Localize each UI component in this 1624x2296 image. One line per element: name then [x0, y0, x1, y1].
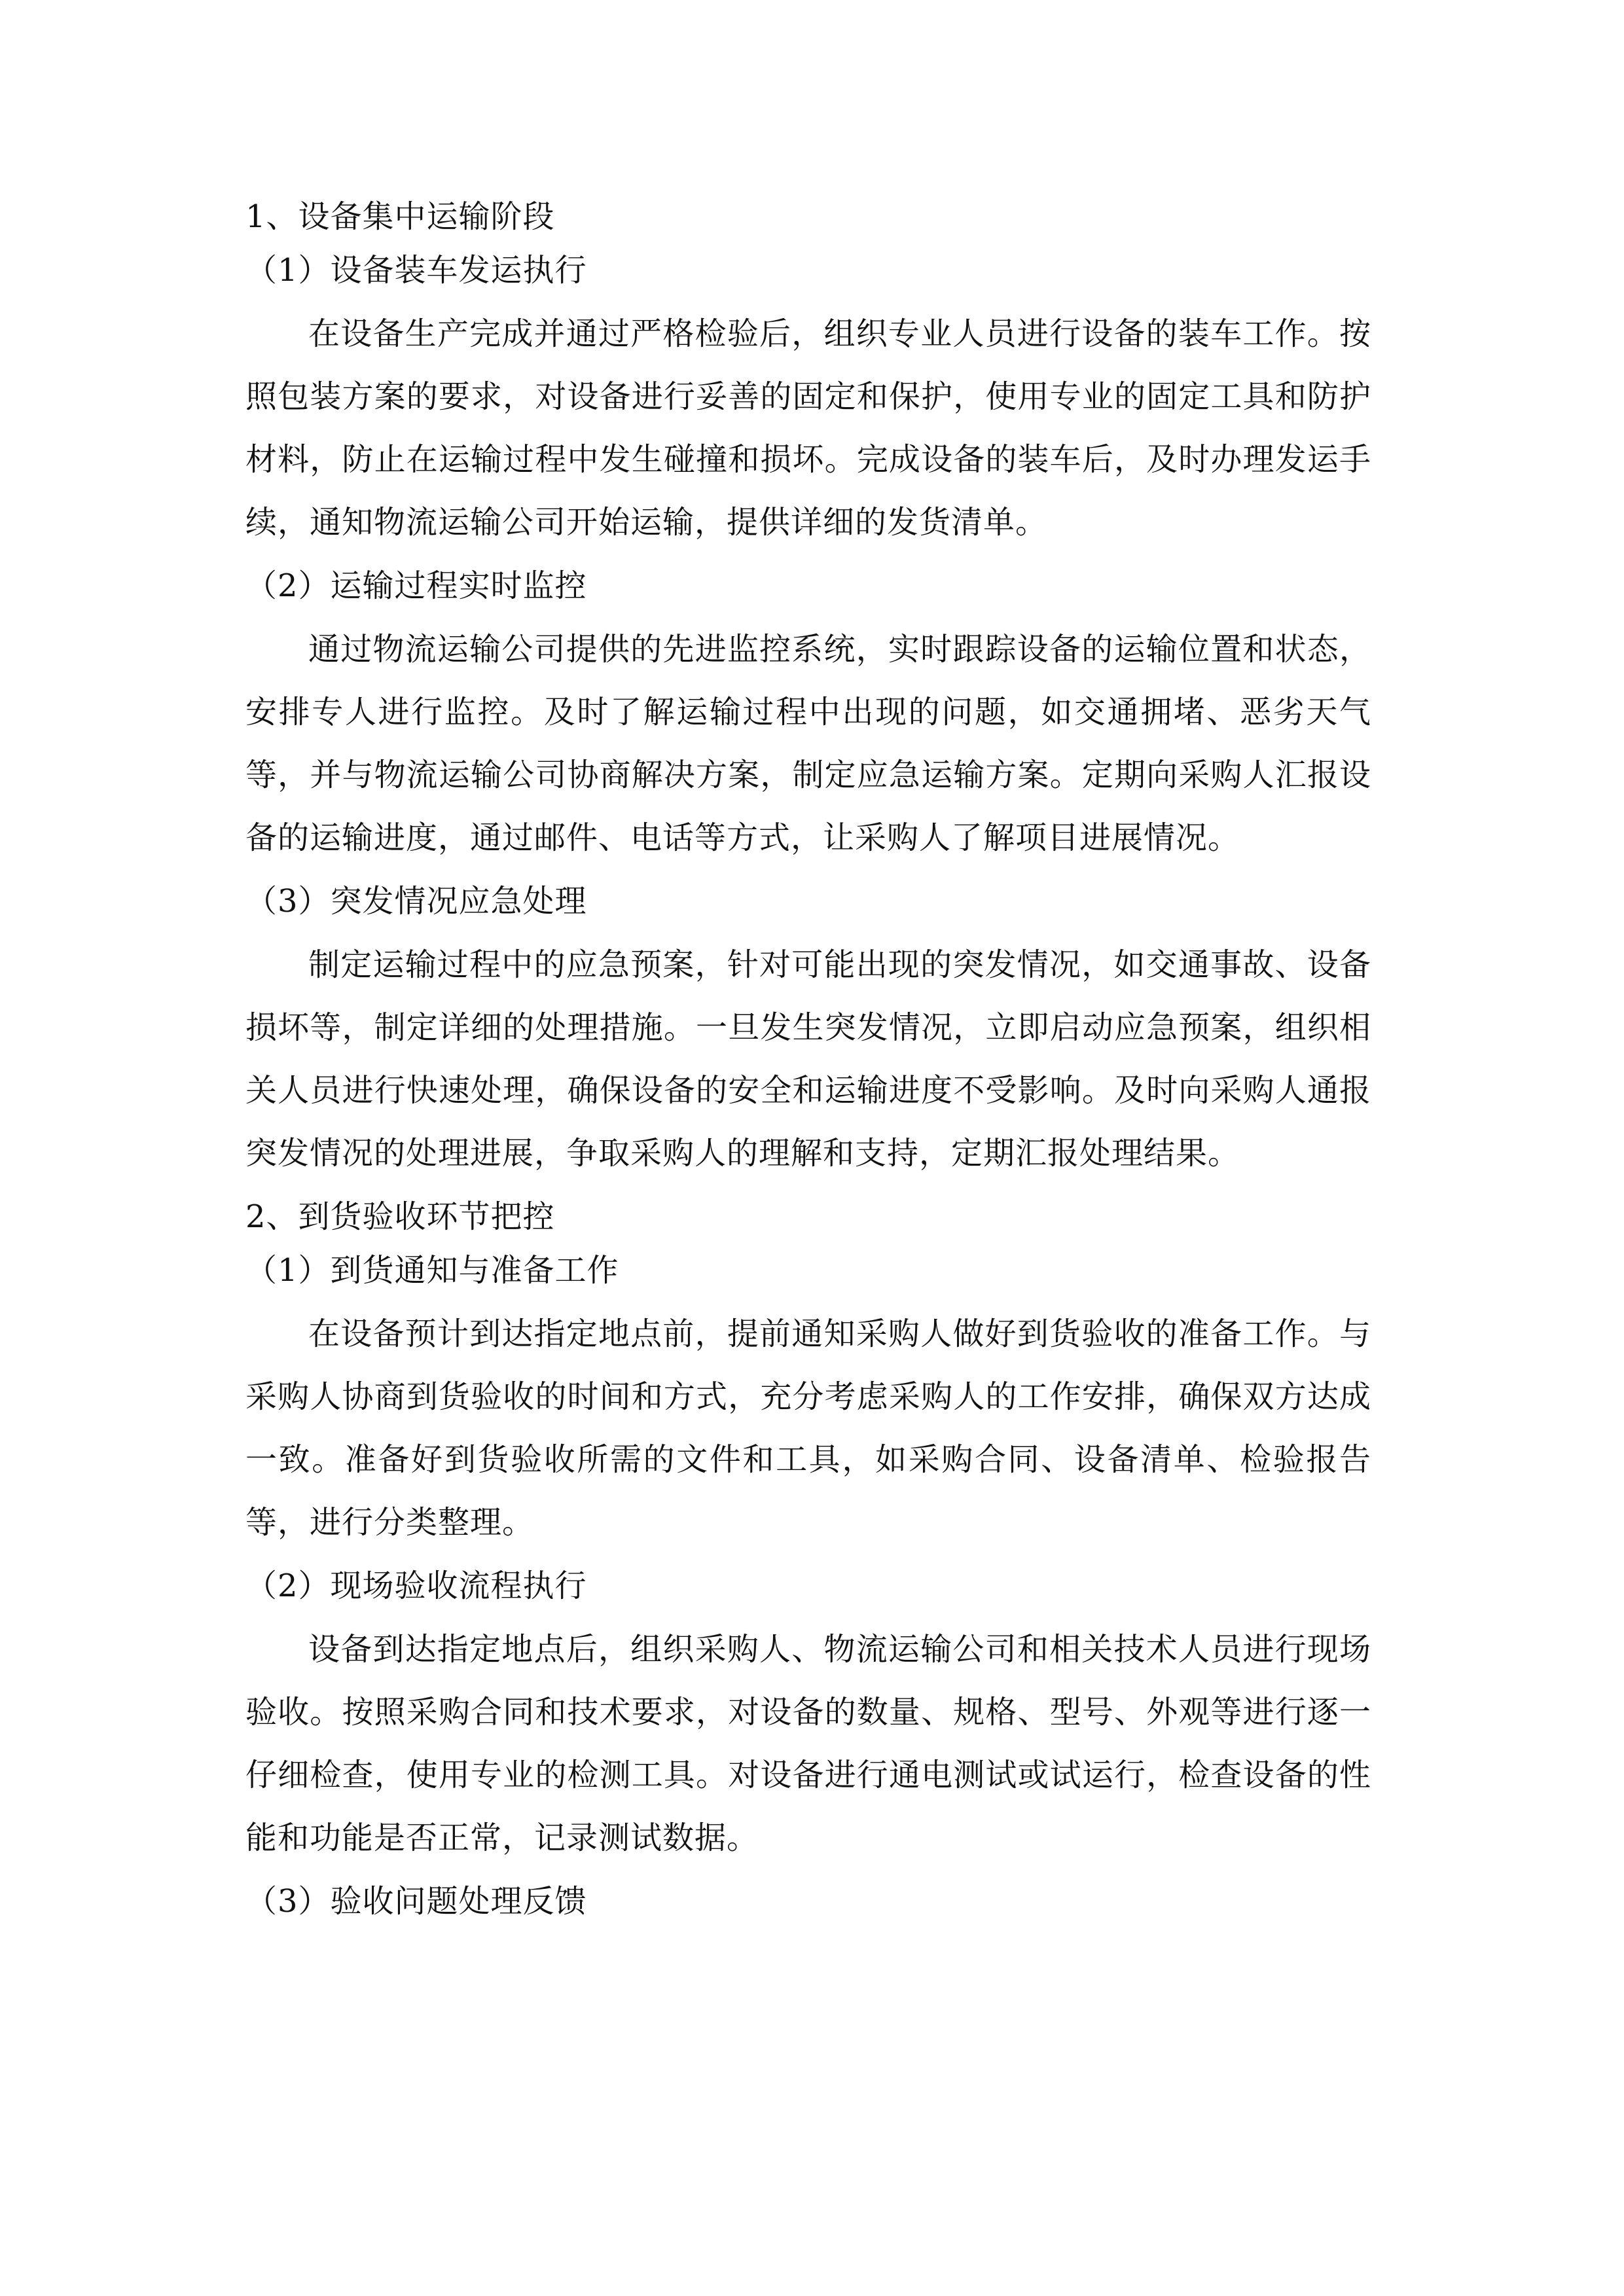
- section-heading-transport: 1、设备集中运输阶段: [245, 198, 555, 235]
- subsection-heading-loading: （1）设备装车发运执行: [245, 252, 587, 289]
- document-content: [245, 190, 1371, 1928]
- paragraph-monitoring: 通过物流运输公司提供的先进监控系统，实时跟踪设备的运输位置和状态，安排专人进行监控。及时了解运输过程中出现的问题，如交通拥堵、恶劣天气等，并与物流运输公司协商解决方案，制定应急运输方案。定期向采购人汇报设备的运输进度，通过邮件、电话等方式，让采购人了解项目进展情况。: [245, 631, 1371, 856]
- subsection-heading-onsite-acceptance: （2）现场验收流程执行: [245, 1568, 587, 1604]
- paragraph-loading: 在设备生产完成并通过严格检验后，组织专业人员进行设备的装车工作。按照包装方案的要求，对设备进行妥善的固定和保护，使用专业的固定工具和防护材料，防止在运输过程中发生碰撞和损坏。完成设备的装车后，及时办理发运手续，通知物流运输公司开始运输，提供详细的发货清单。: [245, 315, 1371, 541]
- section-heading-acceptance: 2、到货验收环节把控: [245, 1198, 555, 1235]
- subsection-heading-monitoring: （2）运输过程实时监控: [245, 567, 587, 604]
- paragraph-arrival-notice: 在设备预计到达指定地点前，提前通知采购人做好到货验收的准备工作。与采购人协商到货验收的时间和方式，充分考虑采购人的工作安排，确保双方达成一致。准备好到货验收所需的文件和工具，如采购合同、设备清单、检验报告等，进行分类整理。: [245, 1316, 1371, 1541]
- subsection-heading-arrival-notice: （1）到货通知与准备工作: [245, 1252, 619, 1289]
- paragraph-onsite-acceptance: 设备到达指定地点后，组织采购人、物流运输公司和相关技术人员进行现场验收。按照采购合同和技术要求，对设备的数量、规格、型号、外观等进行逐一仔细检查，使用专业的检测工具。对设备进行通电测试或试运行，检查设备的性能和功能是否正常，记录测试数据。: [245, 1631, 1371, 1856]
- subsection-heading-issue-feedback: （3）验收问题处理反馈: [245, 1883, 587, 1920]
- subsection-heading-emergency: （3）突发情况应急处理: [245, 883, 587, 920]
- paragraph-emergency: 制定运输过程中的应急预案，针对可能出现的突发情况，如交通事故、设备损坏等，制定详细的处理措施。一旦发生突发情况，立即启动应急预案，组织相关人员进行快速处理，确保设备的安全和运输进度不受影响。及时向采购人通报突发情况的处理进展，争取采购人的理解和支持，定期汇报处理结果。: [245, 946, 1371, 1172]
